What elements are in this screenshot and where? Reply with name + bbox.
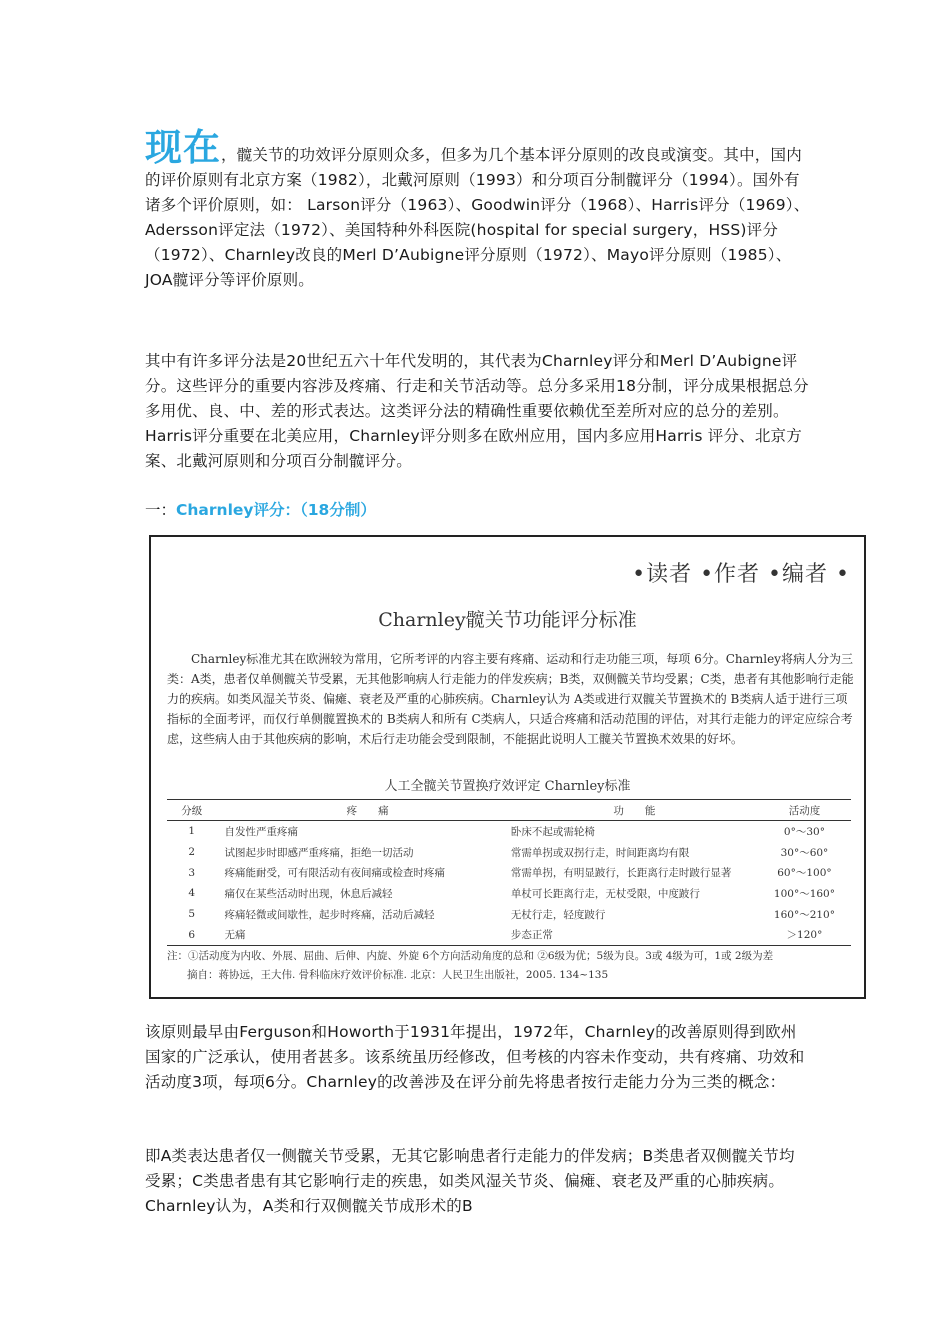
header-pain: 疼 痛 [216, 800, 510, 821]
header-grade: 分级 [167, 800, 216, 821]
paragraph-2: 其中有许多评分法是20世纪五六十年代发明的，其代表为Charnley评分和Merl D’Aubigne评分。这些评分的重要内容涉及疼痛、行走和关节活动等。总分多采用18分制，评分成果根据总分多用优、良、中、差的形式表达。这类评分法的精确性重要依赖优至差所对应的总分的差别。Harris评分重要在北美应用，Charnley评分则多在欧州应用，国内多应用Harris 评分、北京方案、北戴河原则和分项百分制髋评分。 [145, 352, 809, 470]
cell-function: 卧床不起或需轮椅 [510, 825, 595, 838]
cell-grade: 2 [188, 846, 196, 859]
intro-paragraph [145, 128, 810, 293]
cell-pain: 痛仅在某些活动时出现，休息后减轻 [224, 887, 393, 900]
cell-motion: 30°～60° [780, 846, 829, 859]
cell-motion: ＞120° [758, 924, 851, 945]
lead-word: 现在 [145, 126, 221, 169]
cell-function: 单杖可长距离行走，无杖受限，中度跛行 [510, 887, 700, 900]
figure-title: Charnley髋关节功能评分标准 [378, 609, 637, 631]
cell-motion: 100°～160° [773, 887, 835, 900]
paragraph-3: 该原则最早由Ferguson和Howorth于1931年提出，1972年，Charnley的改善原则得到欧州国家的广泛承认，使用者甚多。该系统虽历经修改，但考核的内容未作变动，共有疼痛、功效和活动度3项，每项6分。Charnley的改善涉及在评分前先将患者按行走能力分为三类的概念： [145, 1023, 805, 1091]
table-note [167, 947, 857, 985]
intro-text: ，髋关节的功效评分原则众多，但多为几个基本评分原则的改良或演变。其中，国内的评价原则有北京方案（1982），北戴河原则（1993）和分项百分制髋评分（1994）。国外有诸多个评价原则，如： Larson评分（1963）、Goodwin评分（1968）、Harris评分（1969）、Adersson评定法（1972）、美国特种外科医院(hospital for special surgery，HSS)评分（1972）、Charnley改良的Merl D’Aubigne评分原则（1972）、Mayo评分原则（1985）、JOA髋评分等评价原则。 [145, 146, 810, 289]
section-title: Charnley评分：（18分制） [176, 501, 376, 519]
table-row [167, 924, 851, 945]
cell-grade: 1 [188, 825, 196, 838]
charnley-score-table [167, 799, 851, 946]
paragraph-4: 即A类表达患者仅一侧髋关节受累，无其它影响患者行走能力的伴发病；B类患者双侧髋关节均受累；C类患者患有其它影响行走的疾患，如类风湿关节炎、偏瘫、衰老及严重的心肺疾病。Charnley认为，A类和行双侧髋关节成形术的B [145, 1147, 795, 1215]
source-citation: 摘自：蒋协远，王大伟. 骨科临床疗效评价标准. 北京：人民卫生出版社，2005. 134~135 [187, 969, 609, 981]
cell-pain: 无痛 [216, 924, 510, 945]
cell-motion: 60°～100° [777, 867, 832, 880]
figure-body-text: Charnley标准尤其在欧洲较为常用，它所考评的内容主要有疼痛、运动和行走功能三项，每项 6分。Charnley将病人分为三类：A类，患者仅单侧髋关节受累，无其他影响病人行走能力的伴发疾病；B类，双侧髋关节均受累；C类，患者有其他影响行走能力的疾病。如类风湿关节炎、偏瘫、衰老及严重的心肺疾病。Charnley认为 A类或进行双髋关节置换术的 B类病人适于进行三项指标的全面考评，而仅行单侧髋置换术的 B类病人和所有 C类病人，只适合疼痛和活动范围的评估，对其行走能力的评定应综合考虑，这些病人由于其他疾病的影响，术后行走功能会受到限制，不能据此说明人工髋关节置换术效果的好坏。 [167, 652, 854, 746]
cell-grade: 4 [188, 887, 196, 900]
cell-function: 无杖行走，轻度跛行 [510, 908, 606, 921]
cell-pain: 疼痛轻微或间歇性，起步时疼痛，活动后减轻 [224, 908, 435, 921]
section-heading [145, 498, 376, 523]
figure-header: •读者 •作者 •编者 • [632, 562, 850, 587]
cell-function: 常需单拐，有明显跛行，长距离行走时跛行显著 [510, 867, 732, 880]
cell-function: 常需单拐或双拐行走，时间距离均有限 [510, 846, 690, 859]
charnley-figure [149, 535, 866, 999]
table-row [167, 821, 851, 842]
cell-grade: 3 [188, 866, 196, 879]
header-motion: 活动度 [758, 800, 851, 821]
cell-pain: 疼痛能耐受，可有限活动有夜间痛或检查时疼痛 [224, 867, 445, 880]
cell-function: 步态正常 [511, 924, 758, 945]
cell-grade: 6 [167, 924, 216, 945]
cell-motion: 160°～210° [773, 908, 835, 921]
cell-pain: 试图起步时即感严重疼痛，拒绝一切活动 [224, 846, 414, 859]
note-text: 注：①活动度为内收、外展、屈曲、后伸、内旋、外旋 6个方向活动角度的总和 ②6级为优；5级为良。3或 4级为可，1或 2级为差 [167, 950, 774, 962]
cell-grade: 5 [188, 908, 196, 921]
table-row [167, 883, 851, 904]
section-prefix: 一： [145, 501, 177, 519]
table-header-row [167, 800, 851, 821]
table-row [167, 862, 851, 883]
cell-motion: 0°～30° [783, 825, 825, 838]
table-row [167, 842, 851, 863]
header-function: 功 能 [511, 800, 758, 821]
table-title: 人工全髋关节置换疗效评定 Charnley标准 [384, 779, 631, 794]
table-row [167, 904, 851, 925]
cell-pain: 自发性严重疼痛 [224, 825, 298, 838]
